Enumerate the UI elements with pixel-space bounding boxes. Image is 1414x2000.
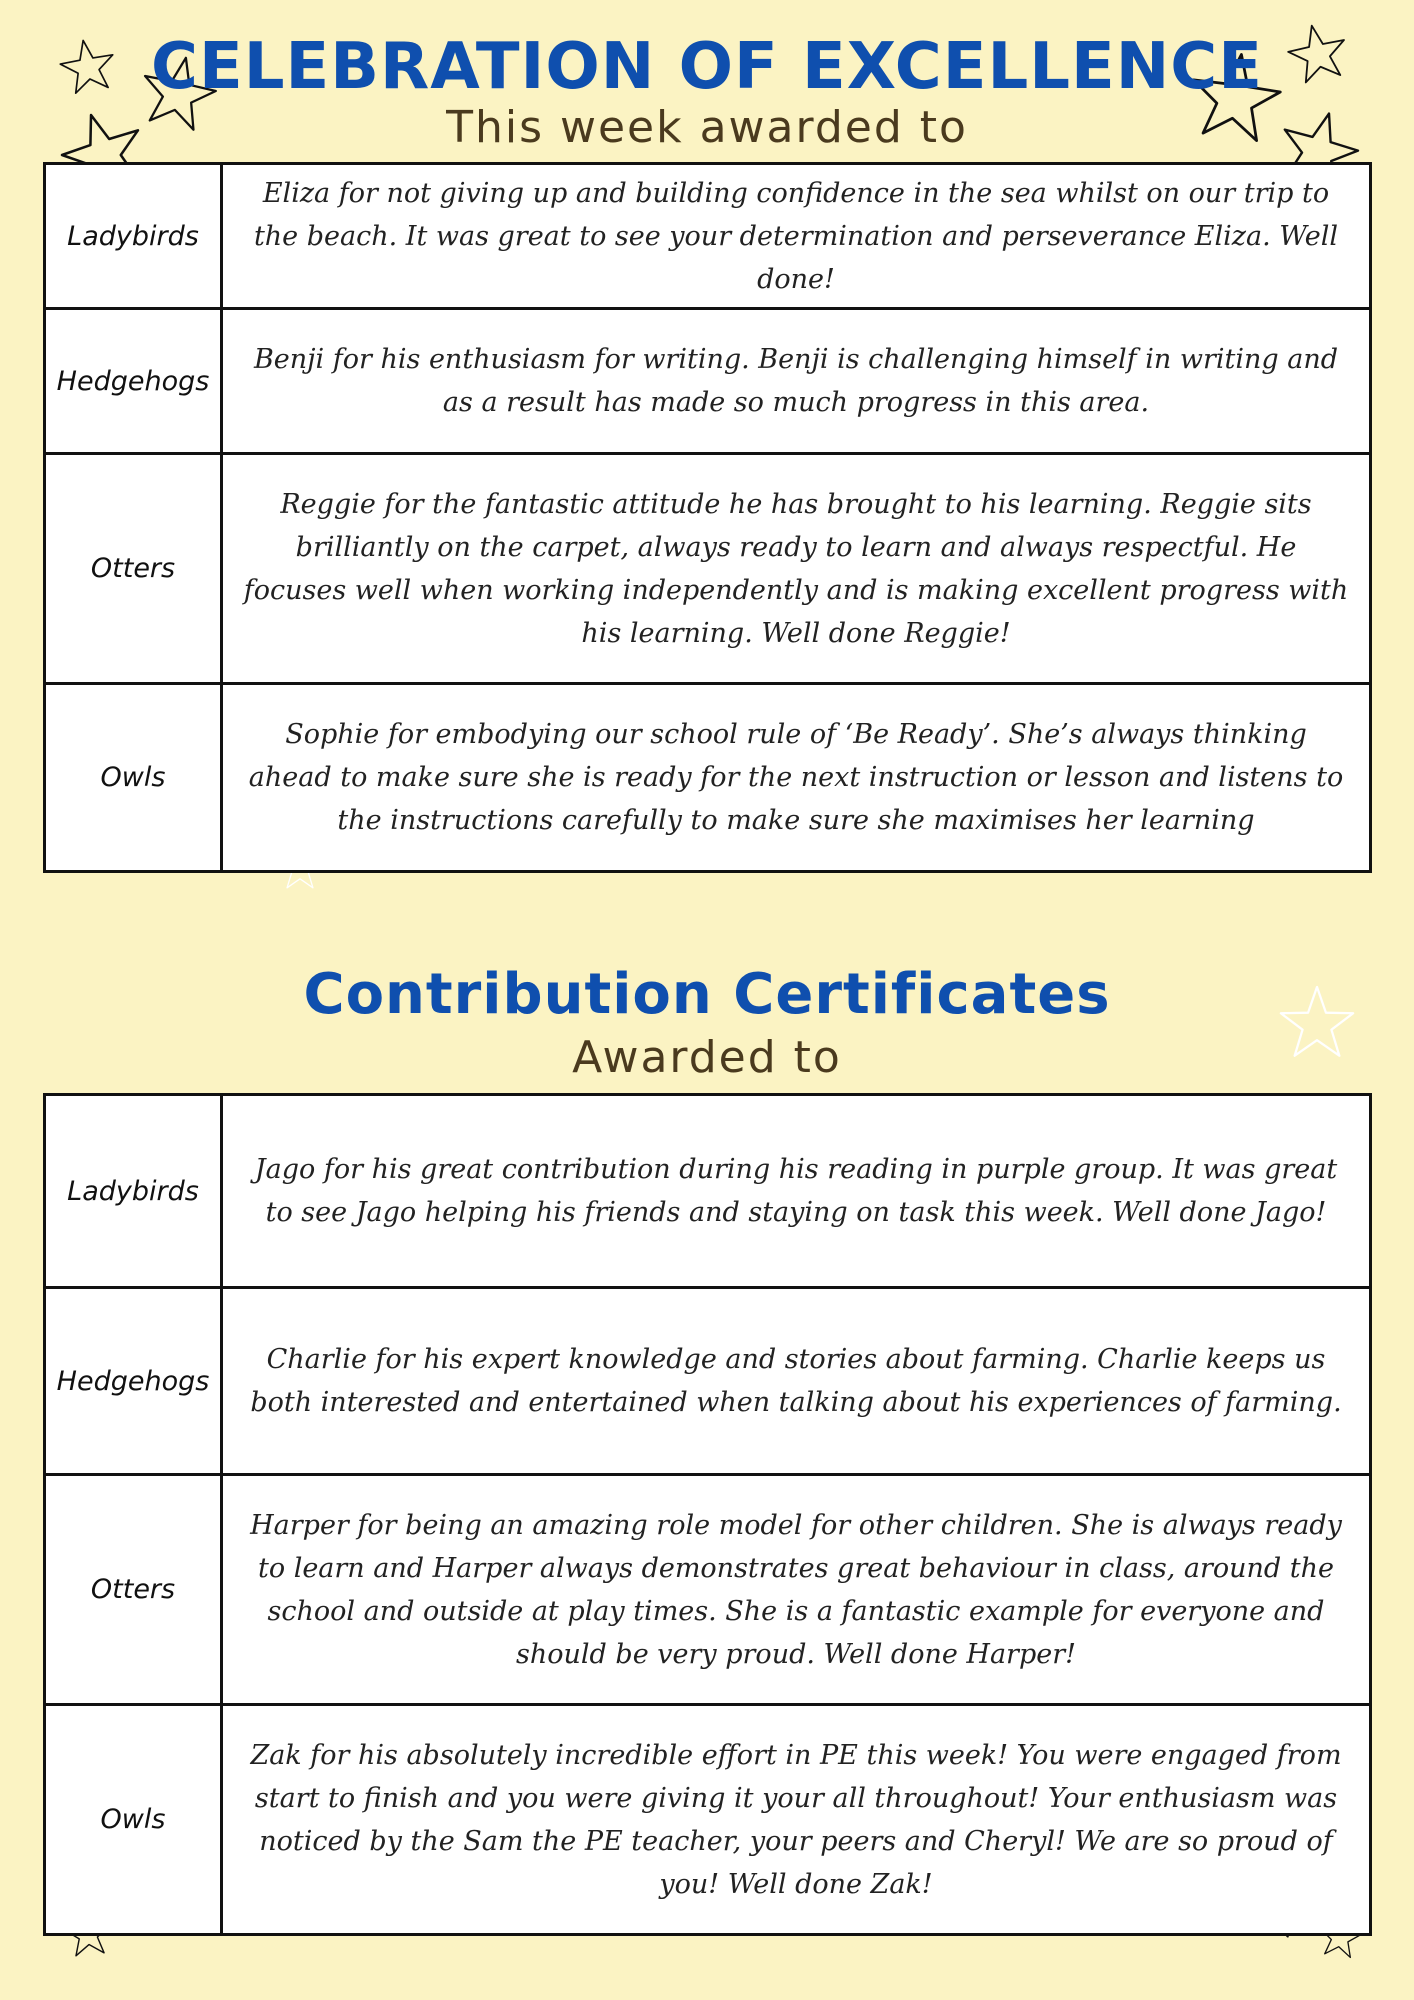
- table-row: [45, 1705, 1371, 1935]
- excellence-subtitle: This week awarded to: [446, 102, 968, 153]
- class-name: Owls: [45, 1705, 222, 1935]
- excellence-table: [43, 162, 1372, 873]
- contribution-title: Contribution Certificates: [303, 962, 1111, 1027]
- table-row: [45, 454, 1371, 684]
- class-name: Ladybirds: [45, 164, 222, 309]
- class-name: Hedgehogs: [45, 309, 222, 454]
- award-text: Harper for being an amazing role model for other children. She is always ready to learn and Harper always demonstrates great behaviour in class, around the school and outside at play times. She is a fantastic example for everyone and should be very proud. Well done Harper!: [222, 1475, 1371, 1705]
- table-row: [45, 684, 1371, 872]
- class-name: Otters: [45, 454, 222, 684]
- class-name: Otters: [45, 1475, 222, 1705]
- class-name: Ladybirds: [45, 1095, 222, 1288]
- contribution-subtitle: Awarded to: [572, 1032, 842, 1083]
- table-row: [45, 164, 1371, 309]
- award-text: Eliza for not giving up and building confidence in the sea whilst on our trip to the beach. It was great to see your determination and perseverance Eliza. Well done!: [222, 164, 1371, 309]
- award-text: Zak for his absolutely incredible effort in PE this week! You were engaged from start to finish and you were giving it your all throughout! Your enthusiasm was noticed by the Sam the PE teacher, your peers and Cheryl! We are so proud of you! Well done Zak!: [222, 1705, 1371, 1935]
- award-text: Jago for his great contribution during his reading in purple group. It was great to see Jago helping his friends and staying on task this week. Well done Jago!: [222, 1095, 1371, 1288]
- contribution-table: [43, 1093, 1372, 1936]
- table-row: [45, 1475, 1371, 1705]
- award-text: Sophie for embodying our school rule of ‘Be Ready’. She’s always thinking ahead to make sure she is ready for the next instruction or lesson and listens to the instructions carefully to make sure she maximises her learning: [222, 684, 1371, 872]
- award-text: Reggie for the fantastic attitude he has brought to his learning. Reggie sits brilliantly on the carpet, always ready to learn and always respectful. He focuses well when working independently and is making excellent progress with his learning. Well done Reggie!: [222, 454, 1371, 684]
- excellence-title: CELEBRATION OF EXCELLENCE: [151, 30, 1263, 104]
- table-row: [45, 1288, 1371, 1475]
- table-row: [45, 309, 1371, 454]
- award-text: Charlie for his expert knowledge and stories about farming. Charlie keeps us both interested and entertained when talking about his experiences of farming.: [222, 1288, 1371, 1475]
- class-name: Owls: [45, 684, 222, 872]
- class-name: Hedgehogs: [45, 1288, 222, 1475]
- award-text: Benji for his enthusiasm for writing. Benji is challenging himself in writing and as a result has made so much progress in this area.: [222, 309, 1371, 454]
- table-row: [45, 1095, 1371, 1288]
